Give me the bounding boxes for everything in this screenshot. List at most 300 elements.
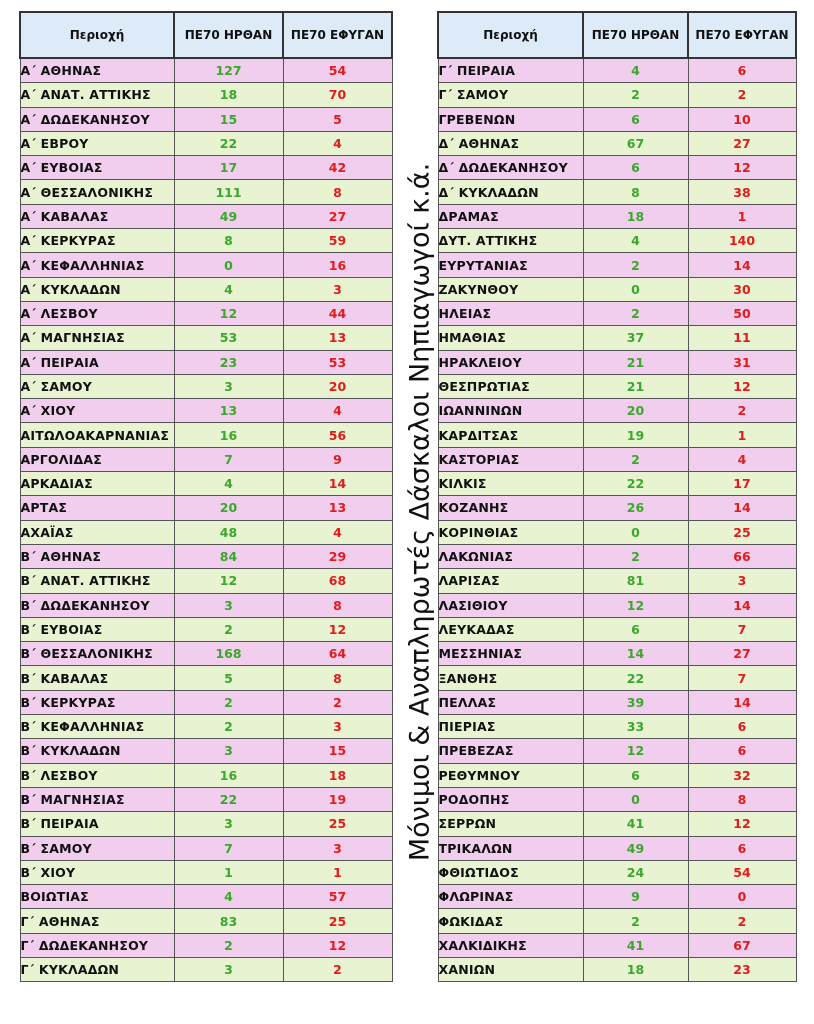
- in-value-cell: 13: [174, 399, 283, 423]
- left-table: [19, 11, 393, 982]
- area-cell: ΚΟΡΙΝΘΙΑΣ: [438, 520, 583, 544]
- area-cell: ΦΛΩΡΙΝΑΣ: [438, 885, 583, 909]
- area-cell: Γ΄ ΑΘΗΝΑΣ: [20, 909, 174, 933]
- table-row: [438, 83, 796, 107]
- in-value-cell: 14: [583, 642, 688, 666]
- out-value-cell: 54: [688, 860, 796, 884]
- in-value-cell: 18: [583, 204, 688, 228]
- out-value-cell: 4: [688, 447, 796, 471]
- table-row: [20, 787, 392, 811]
- table-row: [20, 326, 392, 350]
- in-value-cell: 0: [583, 277, 688, 301]
- out-value-cell: 15: [283, 739, 392, 763]
- out-value-cell: 2: [283, 690, 392, 714]
- out-value-cell: 12: [283, 933, 392, 957]
- table-row: [438, 204, 796, 228]
- table-row: [20, 860, 392, 884]
- out-value-cell: 8: [283, 180, 392, 204]
- in-value-cell: 24: [583, 860, 688, 884]
- out-value-cell: 27: [688, 642, 796, 666]
- out-value-cell: 54: [283, 58, 392, 83]
- area-cell: ΑΡΓΟΛΙΔΑΣ: [20, 447, 174, 471]
- out-value-cell: 1: [688, 204, 796, 228]
- out-value-cell: 64: [283, 642, 392, 666]
- area-cell: ΤΡΙΚΑΛΩΝ: [438, 836, 583, 860]
- out-value-cell: 67: [688, 933, 796, 957]
- area-cell: Δ΄ ΚΥΚΛΑΔΩΝ: [438, 180, 583, 204]
- table-row: [438, 301, 796, 325]
- out-value-cell: 2: [688, 399, 796, 423]
- area-cell: Β΄ ΑΝΑΤ. ΑΤΤΙΚΗΣ: [20, 569, 174, 593]
- table-row: [438, 569, 796, 593]
- area-cell: ΜΕΣΣΗΝΙΑΣ: [438, 642, 583, 666]
- in-value-cell: 7: [174, 447, 283, 471]
- area-cell: Β΄ ΜΑΓΝΗΣΙΑΣ: [20, 787, 174, 811]
- table-row: [438, 399, 796, 423]
- in-value-cell: 8: [174, 229, 283, 253]
- in-value-cell: 23: [174, 350, 283, 374]
- left-table-body: [20, 58, 392, 982]
- area-cell: ΖΑΚΥΝΘΟΥ: [438, 277, 583, 301]
- in-value-cell: 22: [174, 787, 283, 811]
- out-value-cell: 23: [688, 957, 796, 981]
- area-cell: ΛΕΥΚΑΔΑΣ: [438, 617, 583, 641]
- out-value-cell: 10: [688, 107, 796, 131]
- area-cell: ΦΘΙΩΤΙΔΟΣ: [438, 860, 583, 884]
- in-value-cell: 2: [174, 715, 283, 739]
- table-row: [438, 423, 796, 447]
- area-cell: Α΄ ΑΝΑΤ. ΑΤΤΙΚΗΣ: [20, 83, 174, 107]
- table-row: [20, 933, 392, 957]
- in-value-cell: 1: [174, 860, 283, 884]
- area-cell: Α΄ ΕΒΡΟΥ: [20, 131, 174, 155]
- out-value-cell: 6: [688, 58, 796, 83]
- area-cell: Α΄ ΕΥΒΟΙΑΣ: [20, 156, 174, 180]
- area-cell: Α΄ ΧΙΟΥ: [20, 399, 174, 423]
- in-value-cell: 4: [174, 472, 283, 496]
- area-cell: ΣΕΡΡΩΝ: [438, 812, 583, 836]
- table-row: [438, 642, 796, 666]
- right-table-body: [438, 58, 796, 982]
- table-row: [20, 277, 392, 301]
- area-cell: Δ΄ ΔΩΔΕΚΑΝΗΣΟΥ: [438, 156, 583, 180]
- table-row: [438, 326, 796, 350]
- out-value-cell: 0: [688, 885, 796, 909]
- out-value-cell: 38: [688, 180, 796, 204]
- out-value-cell: 16: [283, 253, 392, 277]
- in-value-cell: 6: [583, 156, 688, 180]
- out-value-cell: 3: [283, 836, 392, 860]
- area-cell: ΚΑΡΔΙΤΣΑΣ: [438, 423, 583, 447]
- in-value-cell: 3: [174, 739, 283, 763]
- table-row: [20, 666, 392, 690]
- in-value-cell: 9: [583, 885, 688, 909]
- out-value-cell: 29: [283, 544, 392, 568]
- out-value-cell: 32: [688, 763, 796, 787]
- area-cell: ΓΡΕΒΕΝΩΝ: [438, 107, 583, 131]
- table-row: [438, 107, 796, 131]
- in-value-cell: 48: [174, 520, 283, 544]
- table-row: [438, 593, 796, 617]
- area-cell: Α΄ ΠΕΙΡΑΙΑ: [20, 350, 174, 374]
- table-row: [20, 496, 392, 520]
- in-value-cell: 12: [583, 593, 688, 617]
- in-value-cell: 5: [174, 666, 283, 690]
- table-row: [20, 350, 392, 374]
- area-cell: Γ΄ ΚΥΚΛΑΔΩΝ: [20, 957, 174, 981]
- out-value-cell: 13: [283, 496, 392, 520]
- table-row: [438, 58, 796, 83]
- in-value-cell: 21: [583, 350, 688, 374]
- out-value-cell: 2: [283, 957, 392, 981]
- in-value-cell: 8: [583, 180, 688, 204]
- in-value-cell: 3: [174, 812, 283, 836]
- area-cell: Β΄ ΧΙΟΥ: [20, 860, 174, 884]
- in-value-cell: 41: [583, 933, 688, 957]
- out-value-cell: 68: [283, 569, 392, 593]
- out-value-cell: 2: [688, 83, 796, 107]
- area-cell: Β΄ ΚΥΚΛΑΔΩΝ: [20, 739, 174, 763]
- area-cell: ΛΑΡΙΣΑΣ: [438, 569, 583, 593]
- out-value-cell: 6: [688, 739, 796, 763]
- out-value-cell: 53: [283, 350, 392, 374]
- out-value-cell: 8: [283, 593, 392, 617]
- in-value-cell: 81: [583, 569, 688, 593]
- area-cell: Β΄ ΚΕΦΑΛΛΗΝΙΑΣ: [20, 715, 174, 739]
- out-value-cell: 14: [688, 253, 796, 277]
- in-value-cell: 168: [174, 642, 283, 666]
- table-row: [438, 447, 796, 471]
- area-cell: Β΄ ΘΕΣΣΑΛΟΝΙΚΗΣ: [20, 642, 174, 666]
- header-out: ΠΕ70 ΕΦΥΓΑΝ: [688, 12, 796, 58]
- out-value-cell: 19: [283, 787, 392, 811]
- out-value-cell: 4: [283, 399, 392, 423]
- in-value-cell: 49: [583, 836, 688, 860]
- area-cell: Α΄ ΑΘΗΝΑΣ: [20, 58, 174, 83]
- in-value-cell: 3: [174, 374, 283, 398]
- out-value-cell: 7: [688, 617, 796, 641]
- out-value-cell: 25: [688, 520, 796, 544]
- out-value-cell: 14: [688, 496, 796, 520]
- area-cell: ΔΥΤ. ΑΤΤΙΚΗΣ: [438, 229, 583, 253]
- in-value-cell: 4: [583, 229, 688, 253]
- area-cell: ΑΡΤΑΣ: [20, 496, 174, 520]
- table-row: [20, 447, 392, 471]
- area-cell: ΘΕΣΠΡΩΤΙΑΣ: [438, 374, 583, 398]
- in-value-cell: 2: [583, 83, 688, 107]
- out-value-cell: 3: [283, 715, 392, 739]
- out-value-cell: 14: [688, 593, 796, 617]
- in-value-cell: 2: [174, 617, 283, 641]
- out-value-cell: 1: [688, 423, 796, 447]
- table-row: [438, 666, 796, 690]
- table-row: [438, 715, 796, 739]
- in-value-cell: 111: [174, 180, 283, 204]
- area-cell: Α΄ ΚΕΡΚΥΡΑΣ: [20, 229, 174, 253]
- header-area: Περιοχή: [20, 12, 174, 58]
- header-out: ΠΕ70 ΕΦΥΓΑΝ: [283, 12, 392, 58]
- out-value-cell: 13: [283, 326, 392, 350]
- out-value-cell: 12: [283, 617, 392, 641]
- header-row: [438, 12, 796, 58]
- table-row: [438, 812, 796, 836]
- out-value-cell: 66: [688, 544, 796, 568]
- area-cell: Β΄ ΚΕΡΚΥΡΑΣ: [20, 690, 174, 714]
- out-value-cell: 59: [283, 229, 392, 253]
- in-value-cell: 7: [174, 836, 283, 860]
- in-value-cell: 22: [583, 666, 688, 690]
- table-row: [20, 472, 392, 496]
- right-table: [437, 11, 797, 982]
- in-value-cell: 6: [583, 763, 688, 787]
- table-row: [20, 301, 392, 325]
- out-value-cell: 20: [283, 374, 392, 398]
- in-value-cell: 2: [174, 690, 283, 714]
- area-cell: ΗΡΑΚΛΕΙΟΥ: [438, 350, 583, 374]
- area-cell: ΑΧΑΪΑΣ: [20, 520, 174, 544]
- table-row: [438, 472, 796, 496]
- in-value-cell: 2: [583, 909, 688, 933]
- table-row: [438, 520, 796, 544]
- table-row: [438, 253, 796, 277]
- table-row: [20, 593, 392, 617]
- area-cell: ΔΡΑΜΑΣ: [438, 204, 583, 228]
- table-row: [20, 690, 392, 714]
- area-cell: ΠΙΕΡΙΑΣ: [438, 715, 583, 739]
- table-row: [438, 909, 796, 933]
- area-cell: Α΄ ΛΕΣΒΟΥ: [20, 301, 174, 325]
- in-value-cell: 0: [583, 787, 688, 811]
- area-cell: ΛΑΚΩΝΙΑΣ: [438, 544, 583, 568]
- in-value-cell: 22: [583, 472, 688, 496]
- table-row: [20, 58, 392, 83]
- out-value-cell: 6: [688, 715, 796, 739]
- area-cell: Γ΄ ΠΕΙΡΑΙΑ: [438, 58, 583, 83]
- in-value-cell: 49: [174, 204, 283, 228]
- area-cell: ΙΩΑΝΝΙΝΩΝ: [438, 399, 583, 423]
- area-cell: Α΄ ΚΑΒΑΛΑΣ: [20, 204, 174, 228]
- table-row: [438, 836, 796, 860]
- area-cell: Β΄ ΕΥΒΟΙΑΣ: [20, 617, 174, 641]
- area-cell: ΑΙΤΩΛΟΑΚΑΡΝΑΝΙΑΣ: [20, 423, 174, 447]
- table-row: [20, 253, 392, 277]
- out-value-cell: 27: [283, 204, 392, 228]
- in-value-cell: 41: [583, 812, 688, 836]
- table-row: [20, 423, 392, 447]
- out-value-cell: 11: [688, 326, 796, 350]
- in-value-cell: 16: [174, 763, 283, 787]
- table-row: [20, 715, 392, 739]
- out-value-cell: 3: [688, 569, 796, 593]
- area-cell: Α΄ ΘΕΣΣΑΛΟΝΙΚΗΣ: [20, 180, 174, 204]
- table-row: [438, 544, 796, 568]
- out-value-cell: 44: [283, 301, 392, 325]
- area-cell: Β΄ ΣΑΜΟΥ: [20, 836, 174, 860]
- area-cell: ΧΑΛΚΙΔΙΚΗΣ: [438, 933, 583, 957]
- table-row: [438, 180, 796, 204]
- area-cell: Α΄ ΔΩΔΕΚΑΝΗΣΟΥ: [20, 107, 174, 131]
- in-value-cell: 6: [583, 107, 688, 131]
- in-value-cell: 3: [174, 593, 283, 617]
- in-value-cell: 16: [174, 423, 283, 447]
- out-value-cell: 4: [283, 520, 392, 544]
- out-value-cell: 25: [283, 812, 392, 836]
- out-value-cell: 9: [283, 447, 392, 471]
- area-cell: ΑΡΚΑΔΙΑΣ: [20, 472, 174, 496]
- header-in: ΠΕ70 ΗΡΘΑΝ: [583, 12, 688, 58]
- in-value-cell: 4: [583, 58, 688, 83]
- table-row: [438, 860, 796, 884]
- in-value-cell: 4: [174, 277, 283, 301]
- table-row: [438, 277, 796, 301]
- in-value-cell: 2: [583, 253, 688, 277]
- table-row: [20, 763, 392, 787]
- in-value-cell: 12: [583, 739, 688, 763]
- table-row: [20, 836, 392, 860]
- in-value-cell: 17: [174, 156, 283, 180]
- out-value-cell: 5: [283, 107, 392, 131]
- table-row: [20, 131, 392, 155]
- table-row: [438, 496, 796, 520]
- table-row: [438, 229, 796, 253]
- area-cell: ΗΜΑΘΙΑΣ: [438, 326, 583, 350]
- area-cell: ΒΟΙΩΤΙΑΣ: [20, 885, 174, 909]
- area-cell: ΞΑΝΘΗΣ: [438, 666, 583, 690]
- area-cell: Β΄ ΚΑΒΑΛΑΣ: [20, 666, 174, 690]
- table-row: [20, 957, 392, 981]
- in-value-cell: 33: [583, 715, 688, 739]
- in-value-cell: 20: [174, 496, 283, 520]
- out-value-cell: 140: [688, 229, 796, 253]
- out-value-cell: 56: [283, 423, 392, 447]
- out-value-cell: 4: [283, 131, 392, 155]
- in-value-cell: 18: [583, 957, 688, 981]
- in-value-cell: 21: [583, 374, 688, 398]
- out-value-cell: 12: [688, 156, 796, 180]
- in-value-cell: 18: [174, 83, 283, 107]
- in-value-cell: 3: [174, 957, 283, 981]
- in-value-cell: 12: [174, 301, 283, 325]
- out-value-cell: 31: [688, 350, 796, 374]
- area-cell: ΠΕΛΛΑΣ: [438, 690, 583, 714]
- table-row: [438, 763, 796, 787]
- table-row: [438, 787, 796, 811]
- header-in: ΠΕ70 ΗΡΘΑΝ: [174, 12, 283, 58]
- out-value-cell: 3: [283, 277, 392, 301]
- header-row: [20, 12, 392, 58]
- area-cell: Β΄ ΛΕΣΒΟΥ: [20, 763, 174, 787]
- out-value-cell: 42: [283, 156, 392, 180]
- out-value-cell: 8: [283, 666, 392, 690]
- area-cell: Δ΄ ΑΘΗΝΑΣ: [438, 131, 583, 155]
- in-value-cell: 83: [174, 909, 283, 933]
- table-row: [20, 642, 392, 666]
- table-row: [438, 156, 796, 180]
- table-row: [438, 933, 796, 957]
- in-value-cell: 4: [174, 885, 283, 909]
- in-value-cell: 2: [583, 544, 688, 568]
- table-row: [438, 374, 796, 398]
- area-cell: ΚΙΛΚΙΣ: [438, 472, 583, 496]
- in-value-cell: 2: [174, 933, 283, 957]
- in-value-cell: 19: [583, 423, 688, 447]
- table-row: [20, 107, 392, 131]
- out-value-cell: 12: [688, 374, 796, 398]
- table-row: [20, 617, 392, 641]
- in-value-cell: 20: [583, 399, 688, 423]
- table-row: [20, 544, 392, 568]
- table-row: [438, 957, 796, 981]
- area-cell: Γ΄ ΣΑΜΟΥ: [438, 83, 583, 107]
- in-value-cell: 37: [583, 326, 688, 350]
- table-row: [438, 131, 796, 155]
- out-value-cell: 6: [688, 836, 796, 860]
- table-row: [438, 885, 796, 909]
- in-value-cell: 2: [583, 301, 688, 325]
- in-value-cell: 6: [583, 617, 688, 641]
- table-row: [20, 374, 392, 398]
- table-row: [20, 399, 392, 423]
- table-row: [438, 617, 796, 641]
- area-cell: Β΄ ΔΩΔΕΚΑΝΗΣΟΥ: [20, 593, 174, 617]
- out-value-cell: 27: [688, 131, 796, 155]
- out-value-cell: 25: [283, 909, 392, 933]
- table-row: [20, 156, 392, 180]
- table-row: [20, 180, 392, 204]
- area-cell: ΧΑΝΙΩΝ: [438, 957, 583, 981]
- area-cell: ΛΑΣΙΘΙΟΥ: [438, 593, 583, 617]
- in-value-cell: 15: [174, 107, 283, 131]
- area-cell: Γ΄ ΔΩΔΕΚΑΝΗΣΟΥ: [20, 933, 174, 957]
- in-value-cell: 127: [174, 58, 283, 83]
- table-row: [438, 350, 796, 374]
- area-cell: Β΄ ΠΕΙΡΑΙΑ: [20, 812, 174, 836]
- table-row: [20, 520, 392, 544]
- in-value-cell: 22: [174, 131, 283, 155]
- area-cell: Α΄ ΜΑΓΝΗΣΙΑΣ: [20, 326, 174, 350]
- table-row: [438, 739, 796, 763]
- table-row: [438, 690, 796, 714]
- area-cell: ΕΥΡΥΤΑΝΙΑΣ: [438, 253, 583, 277]
- table-row: [20, 229, 392, 253]
- area-cell: Α΄ ΚΕΦΑΛΛΗΝΙΑΣ: [20, 253, 174, 277]
- table-row: [20, 909, 392, 933]
- out-value-cell: 7: [688, 666, 796, 690]
- in-value-cell: 84: [174, 544, 283, 568]
- out-value-cell: 50: [688, 301, 796, 325]
- area-cell: Α΄ ΣΑΜΟΥ: [20, 374, 174, 398]
- out-value-cell: 8: [688, 787, 796, 811]
- header-area: Περιοχή: [438, 12, 583, 58]
- in-value-cell: 0: [583, 520, 688, 544]
- out-value-cell: 17: [688, 472, 796, 496]
- in-value-cell: 12: [174, 569, 283, 593]
- table-row: [20, 739, 392, 763]
- table-row: [20, 204, 392, 228]
- table-row: [20, 812, 392, 836]
- in-value-cell: 67: [583, 131, 688, 155]
- in-value-cell: 0: [174, 253, 283, 277]
- table-row: [20, 885, 392, 909]
- in-value-cell: 26: [583, 496, 688, 520]
- area-cell: ΡΕΘΥΜΝΟΥ: [438, 763, 583, 787]
- in-value-cell: 39: [583, 690, 688, 714]
- area-cell: ΦΩΚΙΔΑΣ: [438, 909, 583, 933]
- area-cell: ΚΟΖΑΝΗΣ: [438, 496, 583, 520]
- out-value-cell: 18: [283, 763, 392, 787]
- table-row: [20, 83, 392, 107]
- out-value-cell: 14: [688, 690, 796, 714]
